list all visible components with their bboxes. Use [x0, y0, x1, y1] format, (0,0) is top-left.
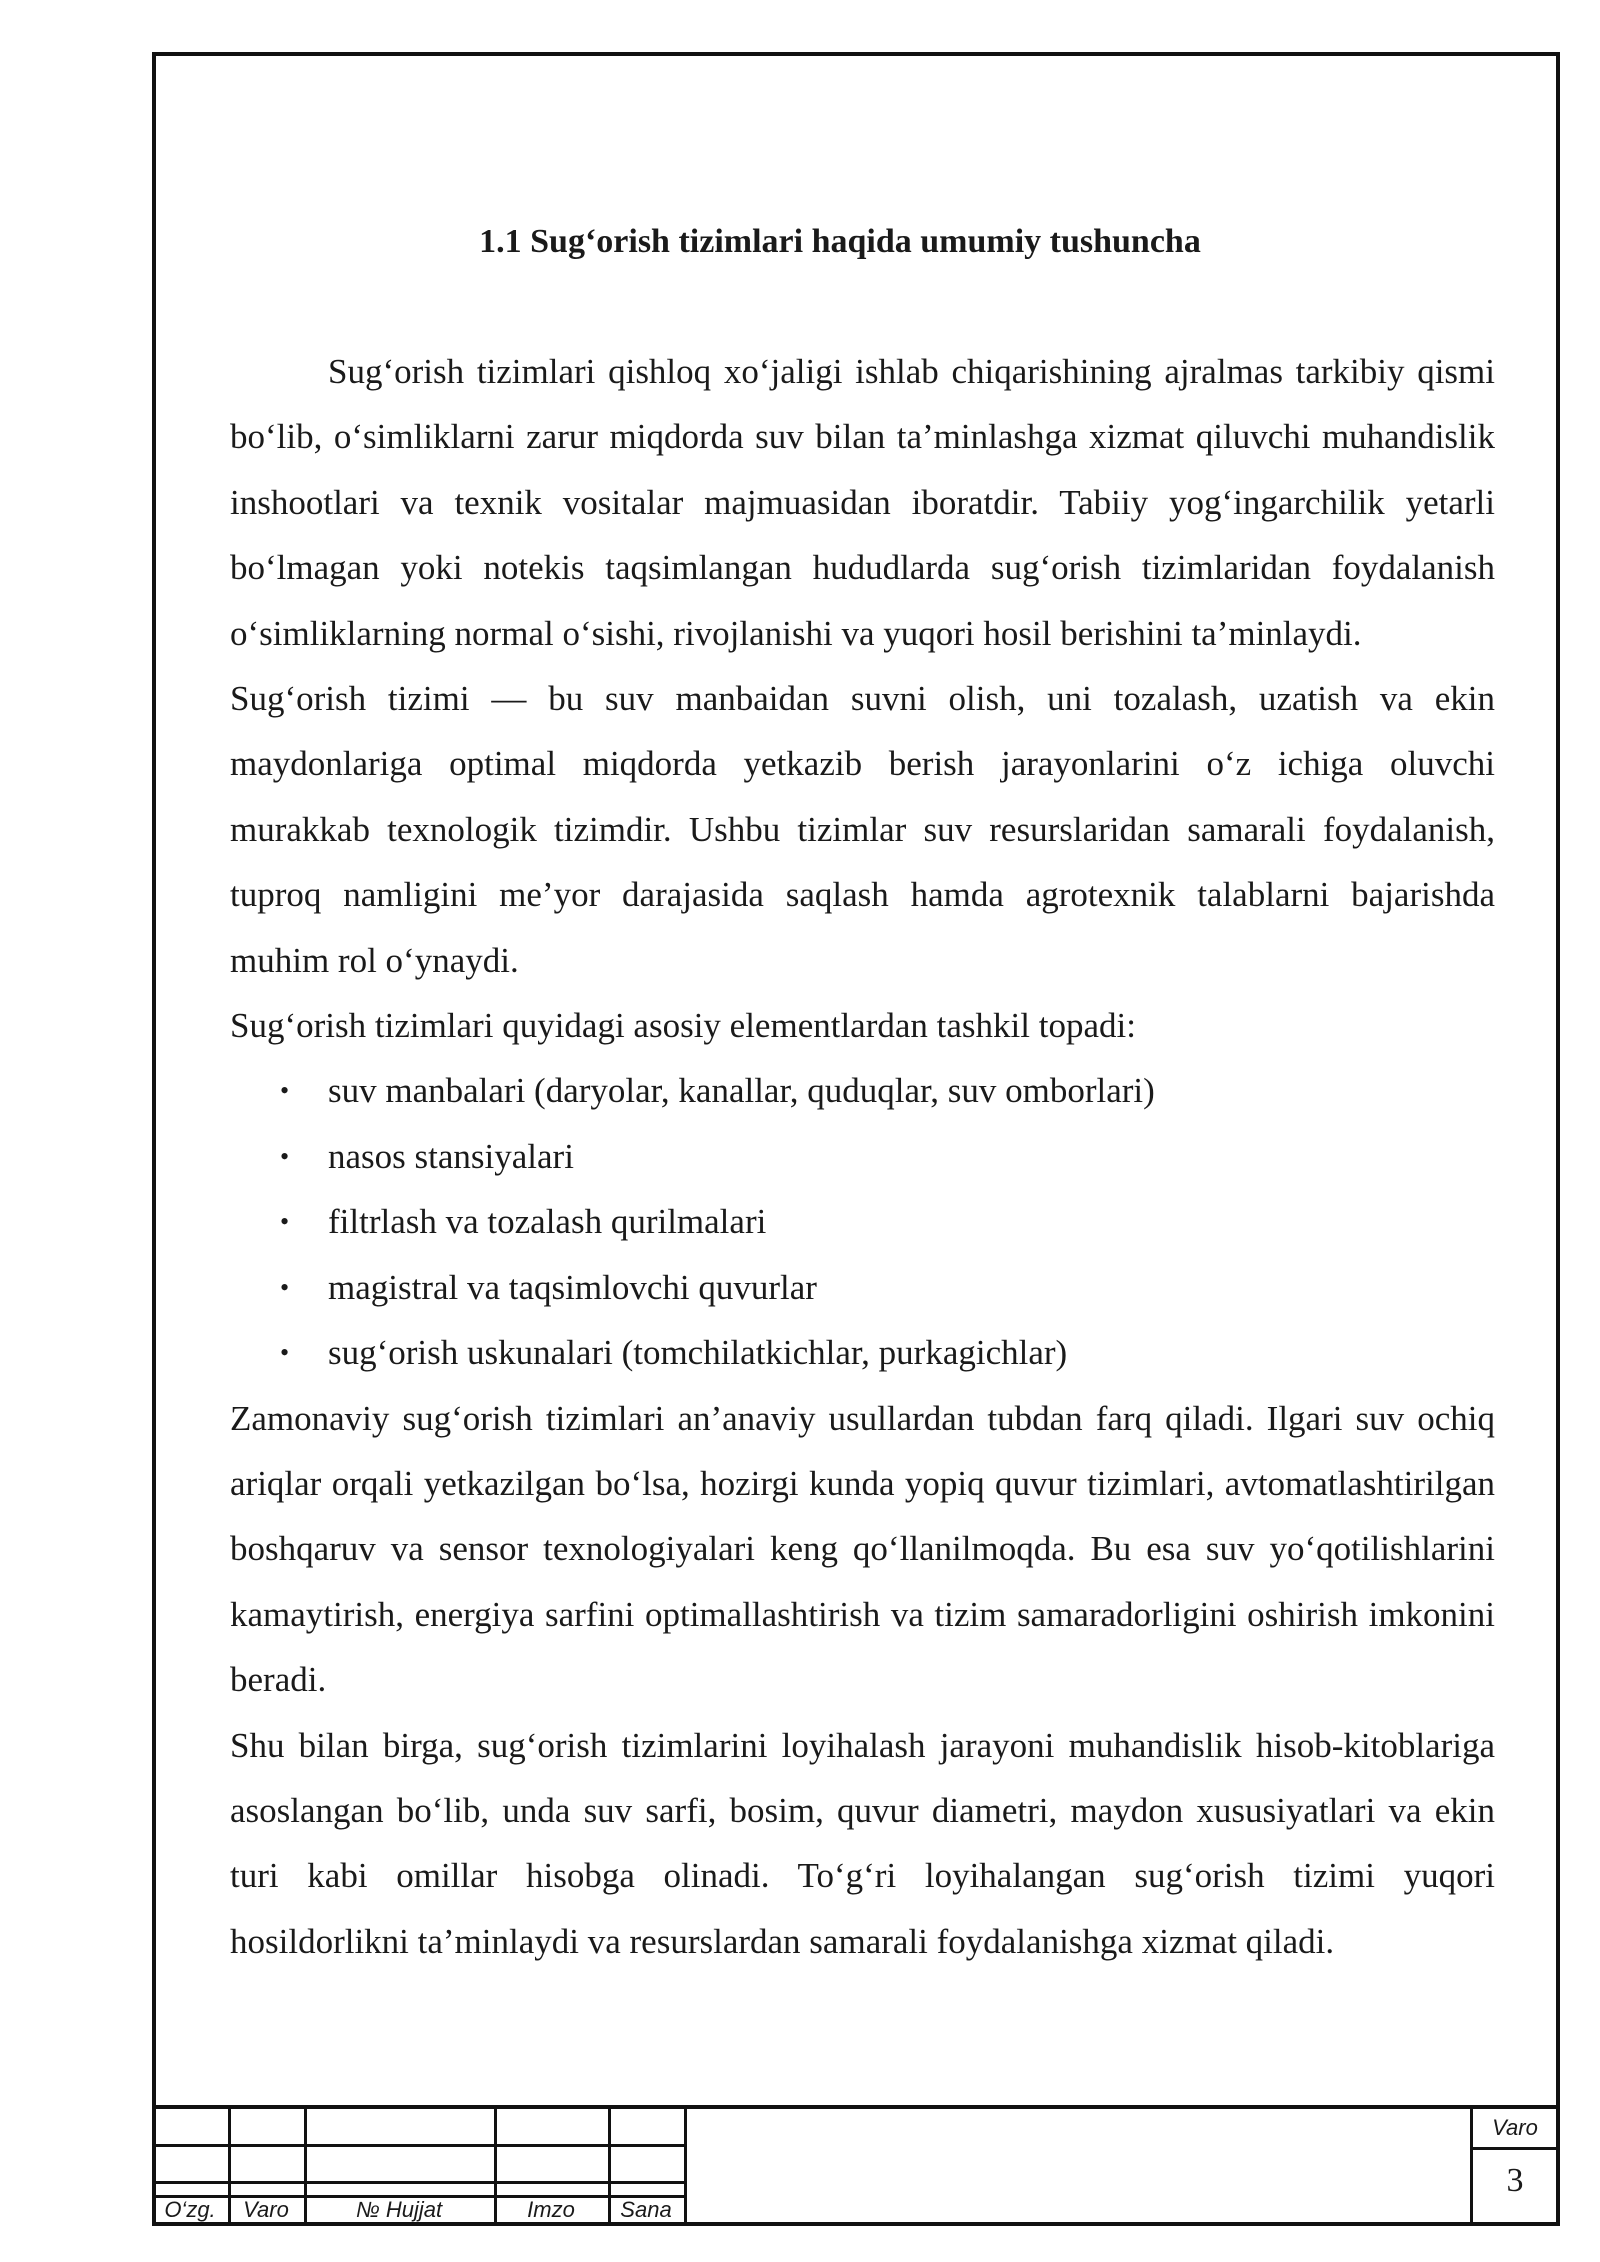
- stamp-divider: [684, 2109, 687, 2226]
- elements-list: [230, 1058, 1495, 1385]
- bullet-icon: •: [280, 1272, 290, 1302]
- stamp-label-hujjat: № Hujjat: [355, 2197, 443, 2222]
- paragraph-2: Sug‘orish tizimi — bu suv manbaidan suvni olish, uni tozalash, uzatish va ekin maydonlariga optimal miqdorda yetkazib berish jarayonlarini o‘z ichiga oluvchi murakkab texnologik tizimdir. Ushbu tizimlar suv resurslaridan samarali foydalanish, tuproq namligini me’yor darajasida saqlash hamda agrotexnik talablarni bajarishda muhim rol o‘ynaydi.: [230, 679, 1495, 980]
- sheet-label: Varo: [1492, 2115, 1538, 2140]
- paragraph-3: Sug‘orish tizimlari quyidagi asosiy elementlardan tashkil topadi:: [230, 1006, 1136, 1046]
- stamp-label-sana: Sana: [620, 2197, 672, 2222]
- paragraph-4: Zamonaviy sug‘orish tizimlari an’anaviy usullardan tubdan farq qiladi. Ilgari suv ochiq ariqlar orqali yetkazilgan bo‘lsa, hozirgi kunda yopiq quvur tizimlari, avtomatlashtirilgan boshqaruv va sensor texnologiyalari keng qo‘llanilmoqda. Bu esa suv yo‘qotilishlarini kamaytirish, energiya sarfini optimallashtirish va tizim samaradorligini oshirish imkonini beradi.: [230, 1398, 1495, 1700]
- list-item: • nasos stansiyalari: [328, 1124, 1495, 1189]
- page-number: 3: [1506, 2162, 1524, 2199]
- stamp-label-ozg: O‘zg.: [164, 2197, 216, 2222]
- stamp-row-line: [1470, 2147, 1560, 2150]
- section-title: 1.1 Sug‘orish tizimlari haqida umumiy tushuncha: [479, 223, 1201, 260]
- paragraph-5: Shu bilan birga, sug‘orish tizimlarini loyihalash jarayoni muhandislik hisob-kitoblariga asoslangan bo‘lib, unda suv sarfi, bosim, quvur diametri, maydon xususiyatlari va ekin turi kabi omillar hisobga olinadi. To‘g‘ri loyihalangan sug‘orish tizimi yuqori hosildorlikni ta’minlaydi va resurslardan samarali foydalanishga xizmat qiladi.: [230, 1725, 1495, 1961]
- body-text: [230, 339, 1495, 1974]
- stamp-row-line: [152, 2181, 684, 2184]
- list-item: • suv manbalari (daryolar, kanallar, quduqlar, suv omborlari): [328, 1058, 1495, 1123]
- list-item: • filtrlash va tozalash qurilmalari: [328, 1189, 1495, 1254]
- list-item: • sug‘orish uskunalari (tomchilatkichlar, purkagichlar): [328, 1320, 1495, 1385]
- bullet-icon: •: [280, 1207, 290, 1237]
- list-item: • magistral va taqsimlovchi quvurlar: [328, 1255, 1495, 1320]
- stamp-label-varo: Varo: [243, 2197, 289, 2222]
- stamp-label-imzo: Imzo: [527, 2197, 575, 2222]
- bullet-icon: •: [280, 1338, 290, 1368]
- bullet-icon: •: [280, 1141, 290, 1171]
- title-block-stamp: [152, 2105, 1560, 2226]
- bullet-icon: •: [280, 1076, 290, 1106]
- stamp-row-line: [152, 2144, 684, 2147]
- paragraph-1: Sug‘orish tizimlari qishloq xo‘jaligi ishlab chiqarishining ajralmas tarkibiy qismi bo‘lib, o‘simliklarni zarur miqdorda suv bilan ta’minlashga xizmat qiluvchi muhandislik inshootlari va texnik vositalar majmuasidan iboratdir. Tabiiy yog‘ingarchilik yetarli bo‘lmagan yoki notekis taqsimlangan hududlarda sug‘orish tizimlaridan foydalanish o‘simliklarning normal o‘sishi, rivojlanishi va yuqori hosil berishini ta’minlaydi.: [230, 352, 1495, 653]
